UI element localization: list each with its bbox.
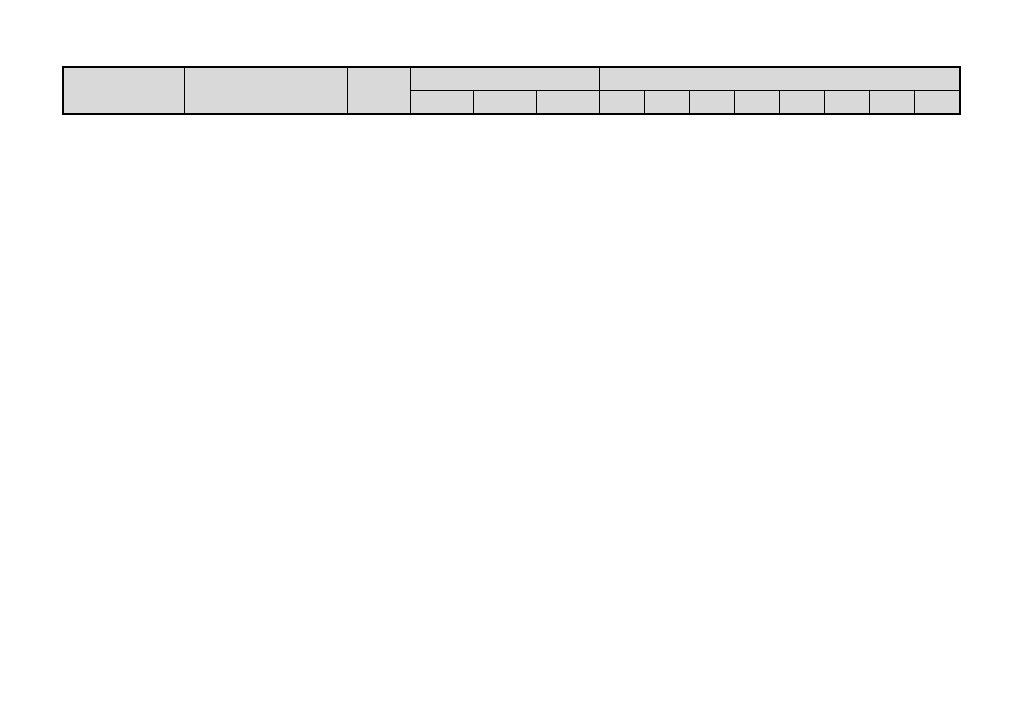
header-localita: [184, 67, 347, 114]
header-km: [410, 67, 599, 91]
header-speed: [689, 91, 734, 115]
header-percorso: [473, 91, 536, 115]
header-row-1: [63, 67, 960, 91]
header-speed: [734, 91, 779, 115]
header-speed: [869, 91, 914, 115]
header-altitudine: [347, 67, 410, 114]
header-distanze: [410, 91, 473, 115]
header-speed: [599, 91, 644, 115]
header-note: [63, 67, 184, 114]
timetable: [62, 66, 961, 115]
header-speed: [824, 91, 869, 115]
header-speed: [779, 91, 824, 115]
header-allarrivo: [536, 91, 599, 115]
header-speed: [644, 91, 689, 115]
header-media-oraria: [599, 67, 960, 91]
header-speed: [914, 91, 960, 115]
